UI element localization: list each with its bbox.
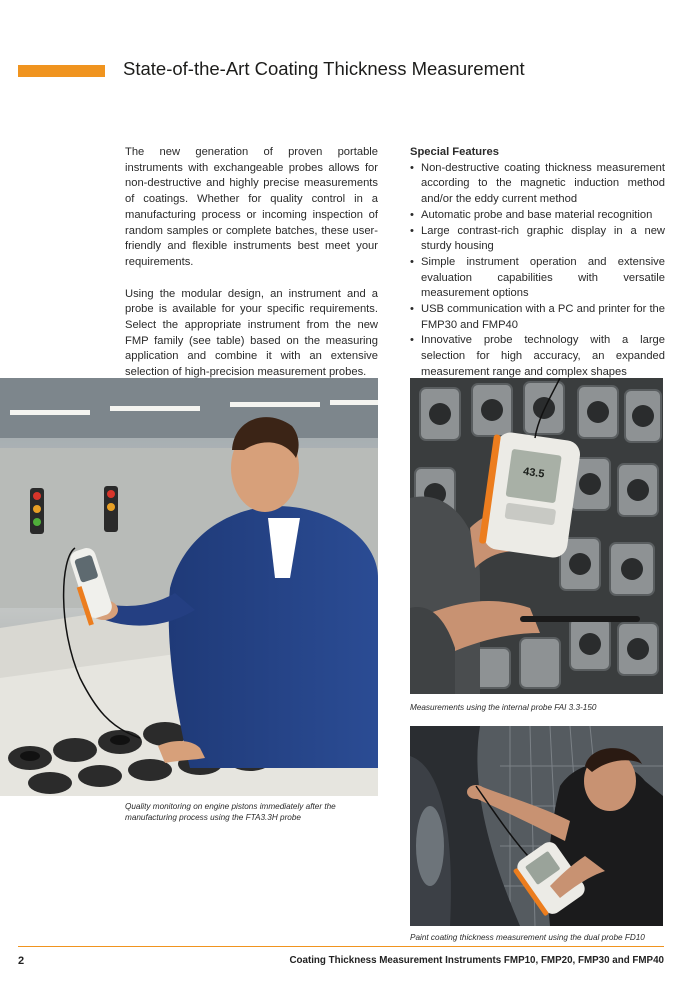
feature-item: • Simple instrument operation and extensive evaluation capabilities with versatile measurement options: [410, 255, 665, 302]
caption-paint-measurement: Paint coating thickness measurement using the dual probe FD10: [410, 933, 645, 942]
page-number: 2: [18, 955, 25, 967]
page-title: State-of-the-Art Coating Thickness Measurement: [123, 58, 525, 79]
photo-paint-measurement: [410, 726, 663, 926]
intro-paragraph-1: The new generation of proven portable instruments with exchangeable probes allows for non-destructive and highly precise measurements of coatings. Whether for quality control in a manufacturing process or incoming inspection of random samples or complete batches, these user-friendly and flexible instruments best meet your requirements.: [125, 146, 378, 268]
feature-item: • USB communication with a PC and printer for the FMP30 and FMP40: [410, 302, 665, 333]
special-features: [410, 145, 665, 381]
footer-text: Coating Thickness Measurement Instruments FMP10, FMP20, FMP30 and FMP40: [289, 955, 664, 966]
photo-piston-inspection: [0, 378, 378, 796]
feature-item: • Innovative probe technology with a large selection for high accuracy, an expanded measurement range and complex shapes: [410, 333, 665, 380]
footer-rule: [18, 946, 664, 947]
intro-paragraph-2: Using the modular design, an instrument and a probe is available for your specific requirements. Select the appropriate instrument from the new FMP family (see table) based on the measuring application and combine it with an extensive selection of high-precision measurement probes.: [125, 287, 378, 379]
feature-item: • Automatic probe and base material recognition: [410, 208, 665, 224]
feature-item: • Large contrast-rich graphic display in a new sturdy housing: [410, 224, 665, 255]
features-list: [410, 161, 665, 381]
features-heading: Special Features: [410, 146, 499, 158]
title-accent-bar: [18, 65, 105, 77]
caption-internal-probe: Measurements using the internal probe FAI 3.3-150: [410, 703, 597, 712]
photo-internal-probe: [410, 378, 663, 694]
feature-item: • Non-destructive coating thickness measurement according to the magnetic induction method and/or the eddy current method: [410, 161, 665, 208]
caption-piston-inspection: Quality monitoring on engine pistons immediately after the manufacturing process using the FTA3.3H probe: [125, 802, 336, 822]
intro-text: [125, 145, 378, 397]
display-reading: 43.5: [522, 465, 546, 481]
